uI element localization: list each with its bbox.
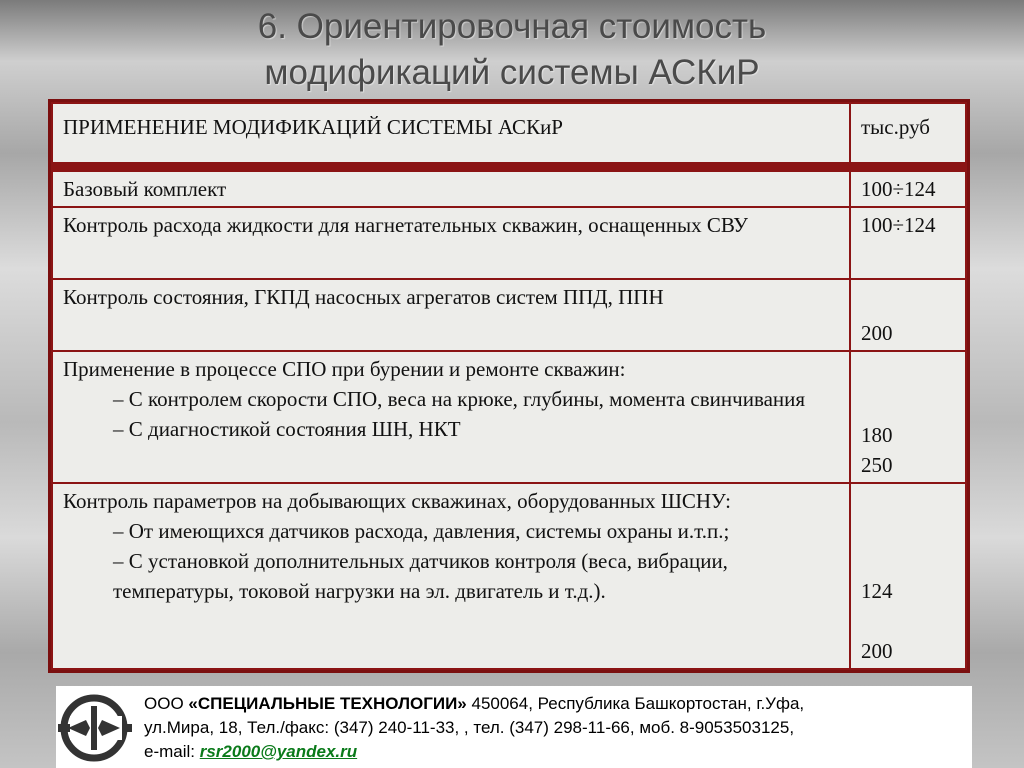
title-line-1: 6. Ориентировочная стоимость: [257, 7, 767, 46]
org-name: «СПЕЦИАЛЬНЫЕ ТЕХНОЛОГИИ»: [188, 694, 467, 713]
row-value: 100÷124: [850, 207, 966, 279]
email-link[interactable]: rsr2000@yandex.ru: [199, 742, 358, 761]
org-address: 450064, Республика Башкортостан, г.Уфа,: [466, 694, 805, 713]
contact-line: ул.Мира, 18, Тел./факс: (347) 240-11-33, , тел. (347) 298-11-66, моб. 8-9053503125,: [144, 718, 795, 737]
row-value: 200: [861, 639, 893, 663]
table-row: [52, 207, 966, 279]
row-text: Контроль расхода жидкости для нагнетательных скважин, оснащенных СВУ: [52, 207, 850, 279]
cost-table: [48, 99, 970, 673]
footer: [56, 686, 972, 768]
email-label: e-mail:: [144, 742, 200, 761]
row-value: 180: [861, 423, 893, 447]
header-name: ПРИМЕНЕНИЕ МОДИФИКАЦИЙ СИСТЕМЫ АСКиР: [52, 103, 850, 163]
title-line-2: модификаций системы АСКиР: [264, 53, 760, 92]
page-title: [0, 4, 1024, 96]
header-unit: тыс.руб: [850, 103, 966, 163]
row-text: Контроль состояния, ГКПД насосных агрегатов систем ППД, ППН: [52, 279, 850, 351]
row-value: 200: [850, 279, 966, 351]
row-value: 250: [861, 453, 893, 477]
row-subitem: – С диагностикой состояния ШН, НКТ: [113, 417, 461, 441]
company-logo-icon: [56, 686, 136, 768]
row-value: 100÷124: [850, 171, 966, 207]
row-subitem: – От имеющихся датчиков расхода, давления, системы охраны и.т.п.;: [113, 519, 730, 543]
table-row: [52, 279, 966, 351]
table-row: [52, 483, 966, 669]
table-row: [52, 171, 966, 207]
row-subitem: – С контролем скорости СПО, веса на крюке, глубины, момента свинчивания: [113, 387, 806, 411]
row-text: Применение в процессе СПО при бурении и ремонте скважин:: [63, 357, 626, 381]
row-subitem: – С установкой дополнительных датчиков контроля (веса, вибрации, температуры, токовой нагрузки на эл. двигатель и т.д.).: [113, 549, 728, 603]
row-text: Контроль параметров на добывающих скважинах, оборудованных ШСНУ:: [63, 489, 731, 513]
table-row: [52, 351, 966, 483]
row-text: Базовый комплект: [52, 171, 850, 207]
row-value: 124: [861, 579, 893, 603]
table-header-row: [52, 103, 966, 163]
org-prefix: ООО: [144, 694, 189, 713]
